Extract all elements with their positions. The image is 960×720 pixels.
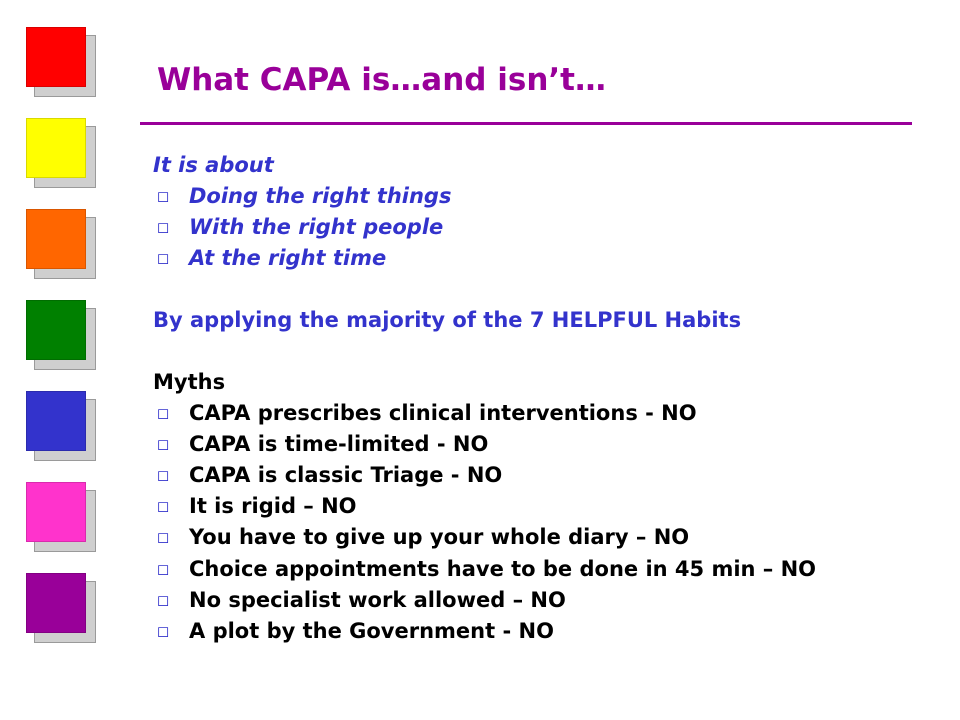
about-heading: It is about xyxy=(153,153,274,177)
square-red xyxy=(26,27,106,93)
bullet-square-icon: ◻ xyxy=(156,218,170,236)
myths-heading: Myths xyxy=(153,370,226,394)
bullet-square-icon: ◻ xyxy=(156,497,170,515)
myth-item: ◻ CAPA is classic Triage - NO xyxy=(153,460,893,491)
slide-title: What CAPA is…and isn’t… xyxy=(157,62,606,98)
bullet-square-icon: ◻ xyxy=(156,187,170,205)
decorative-color-squares xyxy=(26,27,106,664)
bullet-square-icon: ◻ xyxy=(156,435,170,453)
myth-item: ◻ Choice appointments have to be done in 45 min – NO xyxy=(153,556,893,582)
myth-item: ◻ You have to give up your whole diary – NO xyxy=(153,522,893,553)
about-item: ◻ Doing the right things xyxy=(153,181,893,212)
slide-body xyxy=(153,150,893,647)
bullet-square-icon: ◻ xyxy=(156,466,170,484)
bullet-square-icon: ◻ xyxy=(156,622,170,640)
myth-item: ◻ CAPA prescribes clinical interventions - NO xyxy=(153,398,893,429)
bullet-square-icon: ◻ xyxy=(156,404,170,422)
bullet-square-icon: ◻ xyxy=(156,591,170,609)
square-green xyxy=(26,300,106,366)
about-item: ◻ With the right people xyxy=(153,212,893,243)
square-orange xyxy=(26,209,106,275)
myth-item: ◻ A plot by the Government - NO xyxy=(153,616,893,647)
applying-statement: By applying the majority of the 7 HELPFUL Habits xyxy=(153,308,742,332)
myth-item: ◻ CAPA is time-limited - NO xyxy=(153,429,893,460)
myth-item: ◻ No specialist work allowed – NO xyxy=(153,585,893,616)
square-purple xyxy=(26,573,106,639)
square-pink xyxy=(26,482,106,548)
bullet-square-icon: ◻ xyxy=(156,249,170,267)
bullet-square-icon: ◻ xyxy=(156,560,170,578)
about-item: ◻ At the right time xyxy=(153,243,893,274)
myth-item: ◻ It is rigid – NO xyxy=(153,491,893,522)
title-underline xyxy=(140,122,912,125)
bullet-square-icon: ◻ xyxy=(156,528,170,546)
square-blue xyxy=(26,391,106,457)
square-yellow xyxy=(26,118,106,184)
